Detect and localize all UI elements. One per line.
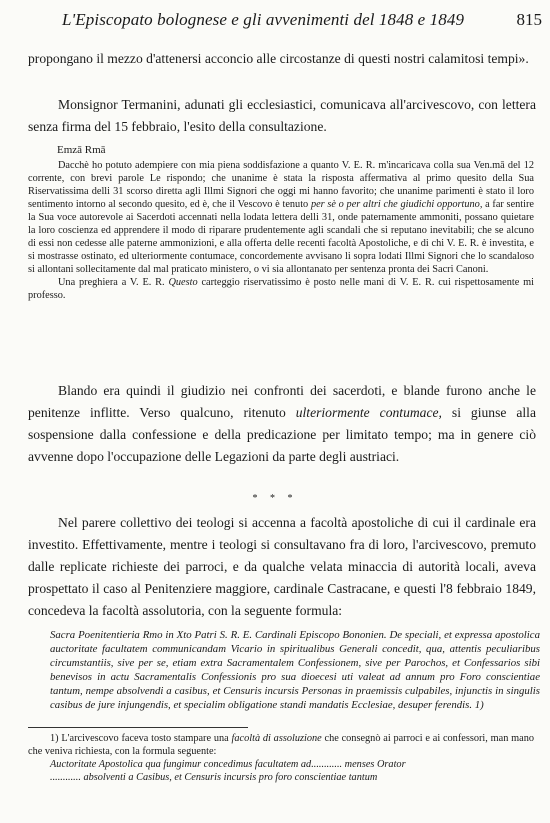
blando-end: si giunse alla sospensione dalla confessione e della predicazione per limitato tempo; ma in genere ciò avvenne dopo l'occupazione delle Legazioni da parte degli austriaci. [28, 405, 536, 464]
blando-italic: ulteriormente contumace, [295, 405, 442, 420]
footnote-text-start: 1) L'arcivescovo faceva tosto stampare una [50, 733, 232, 744]
footnote [28, 732, 534, 784]
letter-body-end: a far sentire la Sua voce autorevole ai Sacerdoti accennati nella lodata lettera delli 31, onde paternamente ammoniti, possano quietare la loro coscienza ed apprendere il modo di riparare prudentemente agli scandali che si reputano inevitabili; che se alcuno di essi non cedesse alle paterne ammonizioni, e alla offerta delle recenti facoltà Apostoliche, e di chi V. E. R. è investita, e si mostrasse ostinato, ed ulteriormente contumace, concordemente avvisano li sopra lodati Illmi Signori che lo scandaloso si allontani sollecitamente dal mal praticato ministero, o vi sia allontanato per sentenza pronta dei Sacri Canoni. [28, 199, 535, 276]
latin-formula: Sacra Poenitentieria Rmo in Xto Patri S. R. E. Cardinali Episcopo Bononien. De speciali, et expressa apostolica auctoritate facultatem communicandam Vicario in spiritualibus Generali concedit, qua, attentis peculiaribus circumstantiis, sive per se, etiam extra Sacramentalem Confessionem, sive per Parochos, et Confessarios sibi benevisos in actu Sacramentalis Confessionis pro sua dioecesi uti valeat ad annum pro Foro conscientiae tantum, nempe absolvendi a casibus, et Censuris incursis Personas in praemissis culpabiles, injunctis in singulis casibus de jure injungendis, et specialim obligatione standi mandatis Ecclesiae, desuper ferendis. 1) [50, 629, 540, 712]
footnote-text-end: che consegnò ai parroci e ai confessori, man mano che veniva richiesta, con la formula seguente: [28, 733, 535, 757]
letter-body-italic: per sè o per altri che giudichi opportuno, [310, 199, 483, 211]
footnote-latin-line2: ............ absolventi a Casibus, et Censuris incursis pro foro conscientiae tantum [50, 772, 378, 783]
footnote-latin-line1: Auctoritate Apostolica qua fungimur concedimus facultatem ad............ menses Orator [50, 759, 406, 770]
letter-closing [28, 276, 534, 302]
section-ornament: * * * [252, 493, 298, 504]
running-title: L'Episcopato bolognese e gli avvenimenti del 1848 e 1849 [62, 10, 465, 29]
blando-paragraph [28, 380, 536, 468]
footnote-divider [28, 727, 248, 728]
running-header [0, 10, 550, 32]
letter-body [28, 159, 534, 276]
footnote-text [28, 732, 534, 758]
main-paragraph: Nel parere collettivo dei teologi si accenna a facoltà apostoliche di cui il cardinale era investito. Effettivamente, mentre i teologi si consultavano fra di loro, l'arcivescovo, premuto dalle replicate richieste dei parroci, e da qualche velata minaccia di autorità locali, aveva prospettato il caso al Penitenziere maggiore, cardinale Castracane, e questi l'8 febbraio 1849, concedeva la facoltà assolutoria, con la seguente formula: [28, 515, 536, 618]
blando-start: Blando era quindi il giudizio nei confronti dei sacerdoti, e blande furono anche le penitenze inflitte. Verso qualcuno, ritenuto [28, 383, 536, 420]
letter-quote [28, 159, 534, 303]
page-number: 815 [516, 10, 542, 29]
footnote-italic: facoltà di assoluzione [231, 733, 322, 744]
letter-salutation: Emzā Rmā [57, 144, 106, 156]
letter-body-start: Dacchè ho potuto adempiere con mia piena soddisfazione a quanto V. E. R. m'incaricava colla sua Ven.mā del 12 corrente, con brevi parole Le rispondo; che unanime è stata la risposta affermativa al primo quesito della Sua Riservatissima delli 31 scorso diretta agli Illmi Signori che oggi mi hanno favorito; che unanime parimenti è stato il loro sentimento intorno al secondo quesito, ed è, che il Vescovo è tenuto [28, 160, 534, 211]
termanini-paragraph: Monsignor Termanini, adunati gli ecclesiastici, comunicava all'arcivescovo, con lettera senza firma del 15 febbraio, l'esito della consultazione. [28, 97, 536, 134]
letter-closing-start: Una preghiera a V. E. R. [58, 277, 169, 289]
letter-closing-end: carteggio riservatissimo è posto nelle mani di V. E. R. cui rispettosamente mi professo. [28, 277, 534, 302]
intro-paragraph: propongano il mezzo d'attenersi acconcio alle circostanze di questi nostri calamitosi tempi». [28, 51, 529, 66]
letter-closing-italic: Questo [168, 277, 198, 289]
